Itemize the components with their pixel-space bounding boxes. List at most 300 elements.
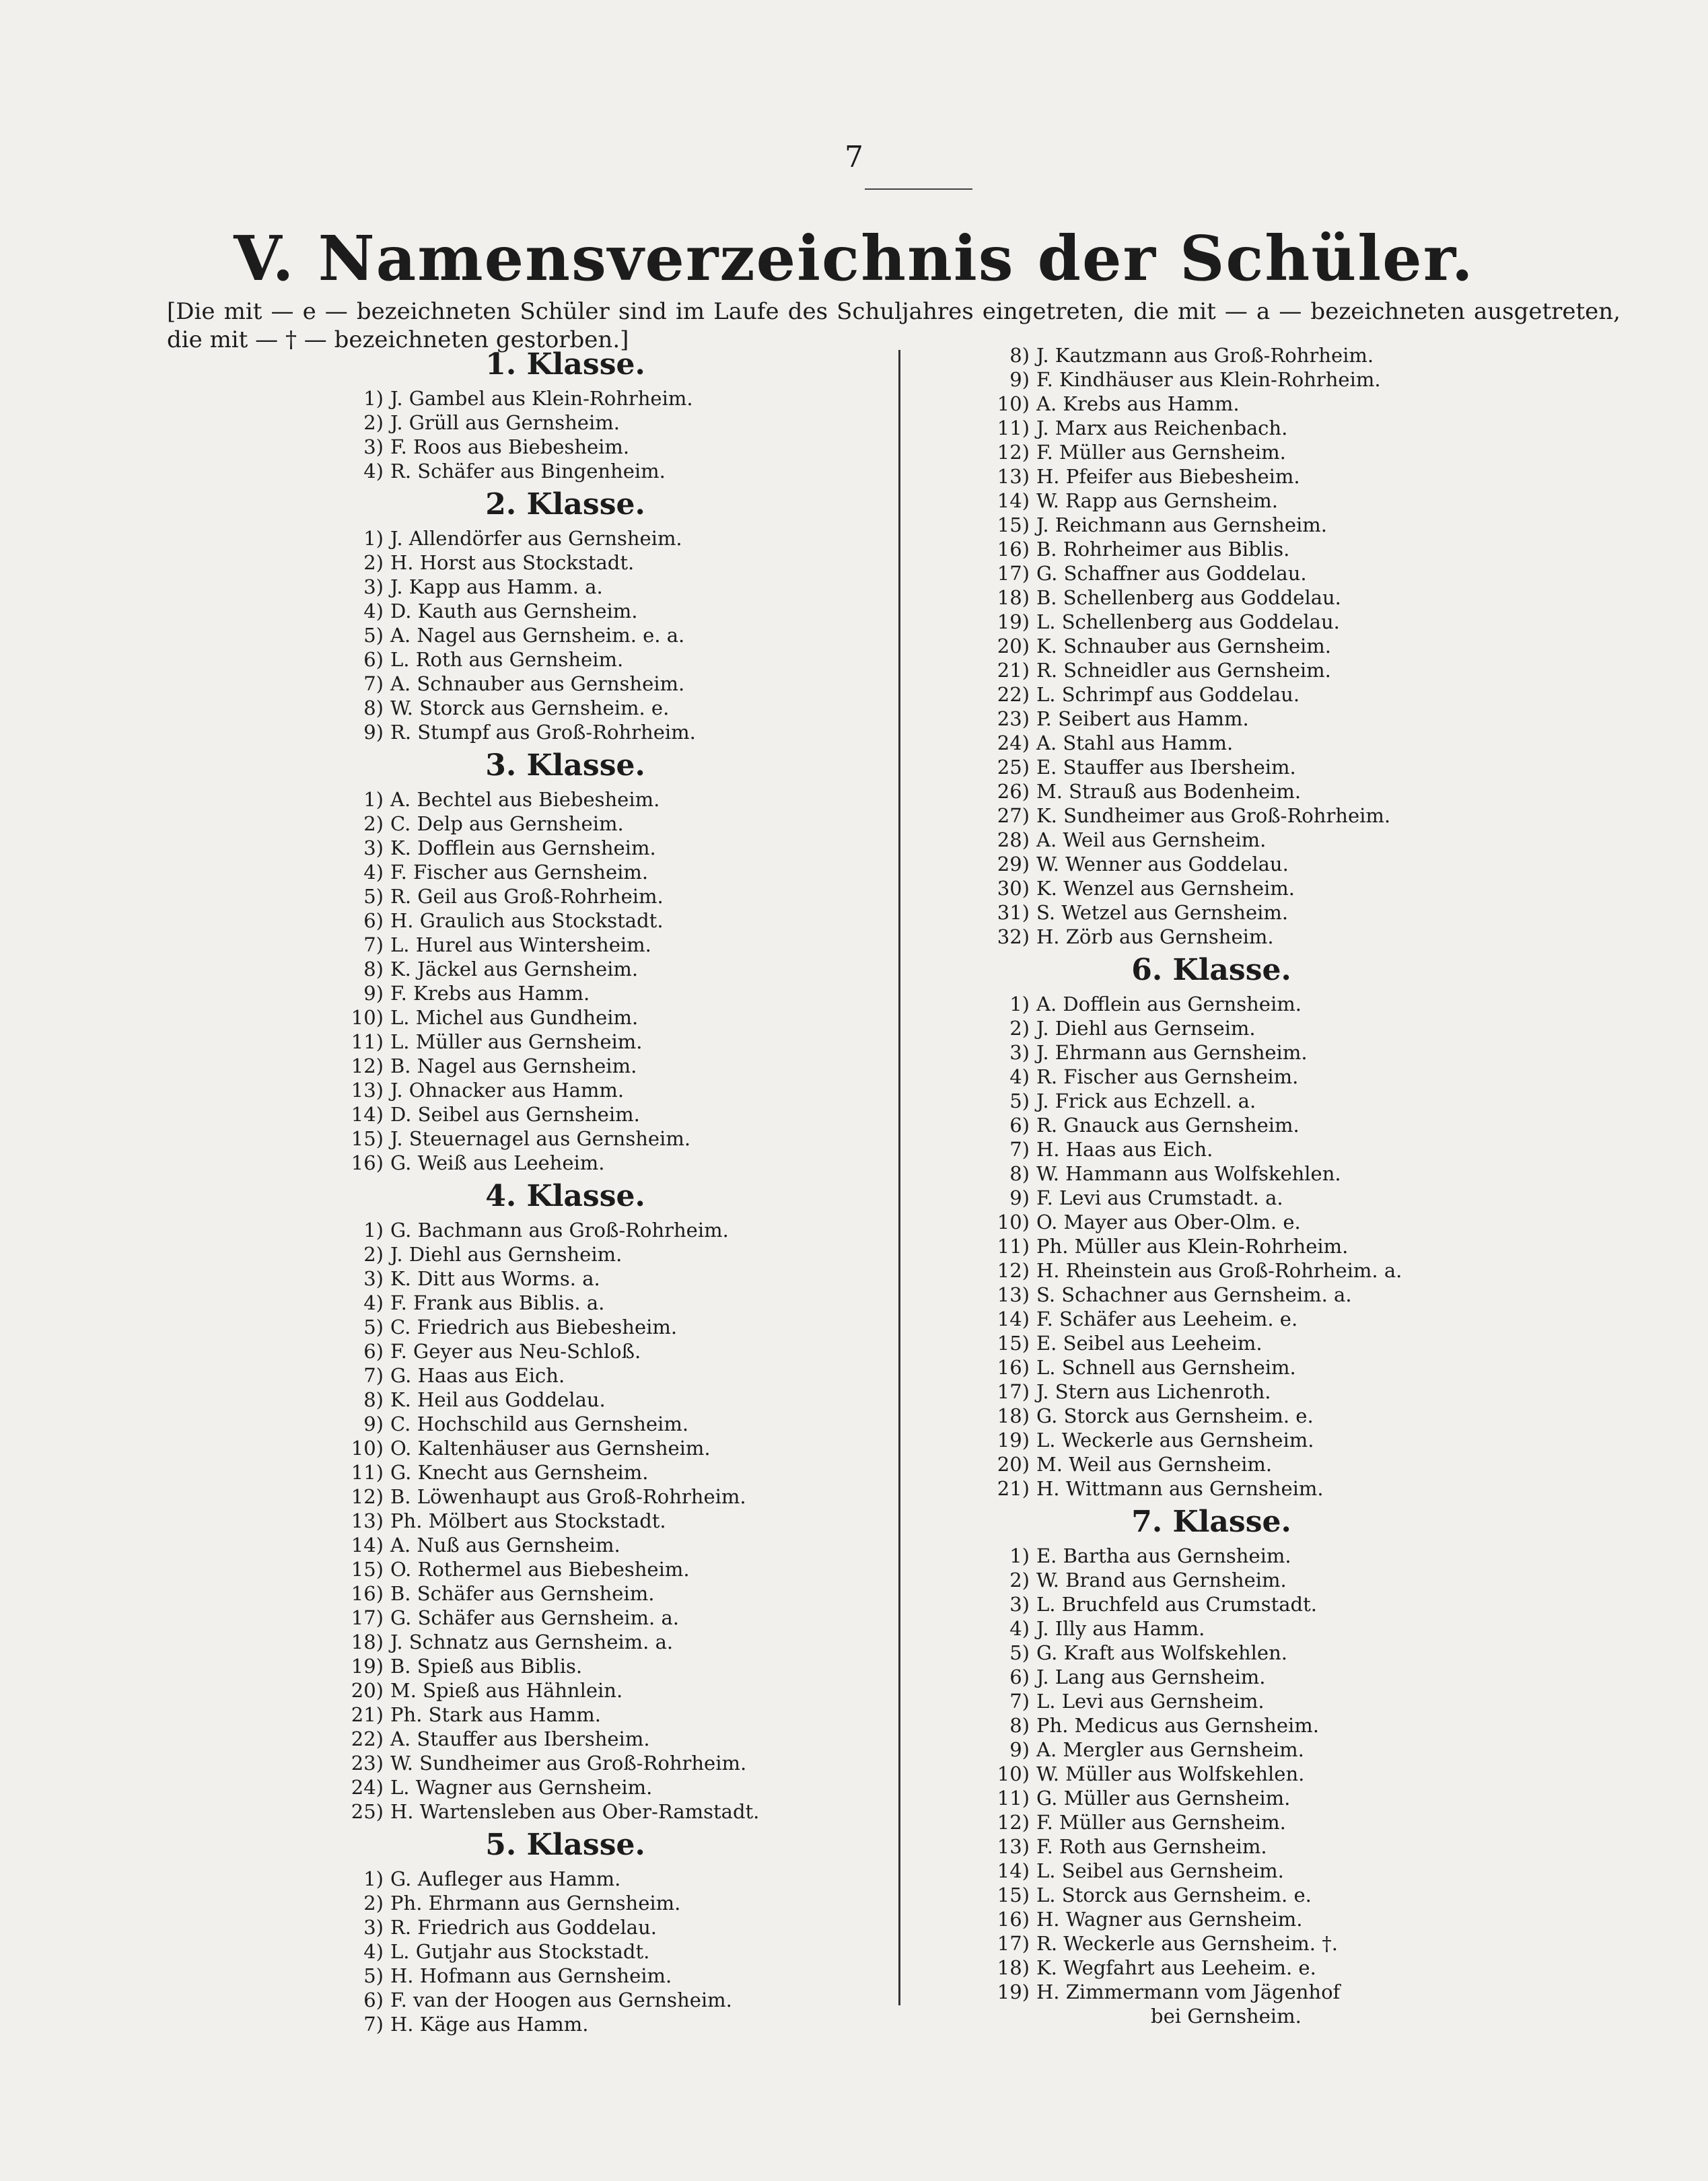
student-entry [350, 957, 875, 981]
entry-number: 8) [363, 958, 384, 980]
student-entry [350, 550, 875, 575]
student-entry [996, 585, 1521, 610]
student-entry [350, 1606, 875, 1630]
entry-text: W. Hammann aus Wolfskehlen. [1036, 1162, 1341, 1185]
student-entry [350, 1775, 875, 1799]
entry-text: L. Roth aus Gernsheim. [390, 648, 624, 671]
entry-text: H. Graulich aus Stockstadt. [390, 909, 664, 932]
entry-text: G. Bachmann aus Groß-Rohrheim. [390, 1219, 729, 1242]
entry-number: 14) [351, 1534, 384, 1557]
student-entry [350, 720, 875, 744]
entry-number: 16) [997, 1356, 1030, 1379]
student-entry [350, 1412, 875, 1436]
entry-number: 22) [351, 1727, 384, 1750]
entry-text: J. Steuernagel aus Gernsheim. [390, 1127, 691, 1150]
entry-number: 18) [997, 1956, 1030, 1979]
entry-number: 25) [351, 1800, 384, 1823]
entry-text: C. Friedrich aus Biebesheim. [390, 1316, 678, 1338]
entry-text: J. Lang aus Gernsheim. [1036, 1666, 1266, 1688]
entry-text: K. Wegfahrt aus Leeheim. e. [1036, 1956, 1316, 1979]
student-entry [996, 1258, 1521, 1283]
entry-number: 2) [363, 411, 384, 434]
entry-text: W. Sundheimer aus Groß-Rohrheim. [390, 1752, 747, 1775]
entry-text: B. Rohrheimer aus Biblis. [1036, 538, 1290, 561]
entry-text: A. Krebs aus Hamm. [1036, 392, 1240, 415]
entry-number: 12) [997, 1811, 1030, 1834]
student-entry [996, 634, 1521, 658]
entry-text: S. Wetzel aus Gernsheim. [1036, 901, 1289, 924]
entry-text: J. Frick aus Echzell. a. [1036, 1089, 1256, 1112]
entry-text: G. Schäfer aus Gernsheim. a. [390, 1606, 679, 1629]
student-entry [996, 610, 1521, 634]
student-entry [350, 459, 875, 483]
entry-text: J. Allendörfer aus Gernsheim. [390, 527, 682, 550]
entry-number: 3) [363, 1267, 384, 1290]
entry-number: 6) [363, 1989, 384, 2011]
entry-number: 3) [363, 836, 384, 859]
entry-text: R. Geil aus Groß-Rohrheim. [390, 885, 664, 908]
entry-text: A. Schnauber aus Gernsheim. [390, 672, 685, 695]
entry-text: J. Marx aus Reichenbach. [1036, 417, 1288, 439]
entry-text: H. Horst aus Stockstadt. [390, 551, 635, 574]
student-entry [996, 1234, 1521, 1258]
entry-number: 1) [363, 387, 384, 410]
entry-number: 3) [1009, 1593, 1030, 1616]
entry-text: G. Knecht aus Gernsheim. [390, 1461, 649, 1484]
student-entry [350, 787, 875, 812]
entry-text: W. Storck aus Gernsheim. e. [390, 696, 670, 719]
entry-number: 5) [363, 1316, 384, 1338]
entry-number: 6) [363, 648, 384, 671]
entry-number: 10) [351, 1437, 384, 1460]
student-entry [350, 435, 875, 459]
student-entry [996, 1738, 1521, 1762]
entry-number: 24) [997, 731, 1030, 754]
entry-number: 5) [1009, 1089, 1030, 1112]
student-entry [996, 1956, 1521, 1980]
entry-text: E. Stauffer aus Ibersheim. [1036, 756, 1296, 779]
student-entry [350, 1315, 875, 1339]
entry-text: J. Gambel aus Klein-Rohrheim. [390, 387, 693, 410]
entry-number: 8) [363, 696, 384, 719]
entry-text: G. Schaffner aus Goddelau. [1036, 562, 1307, 585]
entry-number: 1) [1009, 993, 1030, 1015]
entry-text: K. Sundheimer aus Groß-Rohrheim. [1036, 804, 1391, 827]
student-entry [350, 1915, 875, 1939]
entry-number: 17) [351, 1606, 384, 1629]
entry-number: 9) [1009, 1186, 1030, 1209]
student-entry [350, 981, 875, 1005]
entry-text: L. Schrimpf aus Goddelau. [1036, 683, 1300, 706]
student-entry [350, 1867, 875, 1891]
entry-number: 4) [363, 1291, 384, 1314]
student-entry [996, 852, 1521, 876]
student-entry [350, 1654, 875, 1678]
entry-number: 9) [363, 721, 384, 744]
student-entry [350, 1339, 875, 1363]
entry-number: 1) [363, 527, 384, 550]
student-entry [350, 908, 875, 933]
entry-number: 25) [997, 756, 1030, 779]
entry-number: 11) [997, 1235, 1030, 1258]
student-entry [996, 707, 1521, 731]
entry-text: A. Mergler aus Gernsheim. [1036, 1738, 1304, 1761]
entry-text: H. Zörb aus Gernsheim. [1036, 925, 1274, 948]
entry-text: E. Bartha aus Gernsheim. [1036, 1544, 1291, 1567]
klasse-heading: 5. Klasse. [485, 1828, 645, 1862]
entry-number: 6) [1009, 1114, 1030, 1137]
student-entry [996, 803, 1521, 828]
student-entry [350, 575, 875, 599]
entry-text: A. Nagel aus Gernsheim. e. a. [390, 624, 685, 647]
entry-text: Ph. Stark aus Hamm. [390, 1703, 601, 1726]
entry-number: 19) [351, 1655, 384, 1678]
entry-text: F. Müller aus Gernsheim. [1036, 1811, 1286, 1834]
student-entry [350, 1030, 875, 1054]
entry-text: J. Reichmann aus Gernsheim. [1036, 513, 1328, 536]
entry-text: G. Haas aus Eich. [390, 1364, 565, 1387]
entry-number: 2) [363, 1892, 384, 1915]
entry-number: 4) [363, 460, 384, 482]
entry-number: 19) [997, 1429, 1030, 1452]
student-entry [996, 1713, 1521, 1738]
student-entry [996, 440, 1521, 464]
student-entry [350, 1078, 875, 1102]
student-entry [350, 1485, 875, 1509]
entry-text: K. Heil aus Goddelau. [390, 1388, 606, 1411]
student-entry [996, 1428, 1521, 1452]
entry-number: 18) [997, 1404, 1030, 1427]
student-entry [350, 1005, 875, 1030]
entry-text: E. Seibel aus Leeheim. [1036, 1332, 1262, 1355]
student-entry [996, 1016, 1521, 1040]
student-entry [350, 812, 875, 836]
entry-number: 24) [351, 1776, 384, 1799]
klasse-list [350, 526, 875, 744]
entry-number: 27) [997, 804, 1030, 827]
entry-text: R. Friedrich aus Goddelau. [390, 1916, 657, 1939]
entry-number: 6) [363, 909, 384, 932]
student-entry [350, 1460, 875, 1485]
entry-number: 31) [997, 901, 1030, 924]
klasse-list [350, 386, 875, 483]
entry-text: F. Roos aus Biebesheim. [390, 435, 630, 458]
entry-number: 1) [363, 1219, 384, 1242]
entry-text: H. Pfeifer aus Biebesheim. [1036, 465, 1300, 488]
entry-text: H. Hofmann aus Gernsheim. [390, 1964, 672, 1987]
entry-text: R. Fischer aus Gernsheim. [1036, 1065, 1299, 1088]
entry-number: 12) [351, 1485, 384, 1508]
entry-number: 7) [1009, 1138, 1030, 1161]
student-entry [350, 526, 875, 550]
entry-text: R. Gnauck aus Gernsheim. [1036, 1114, 1300, 1137]
student-entry [996, 1786, 1521, 1810]
entry-number: 13) [997, 465, 1030, 488]
student-entry [996, 755, 1521, 779]
entry-text: B. Löwenhaupt aus Groß-Rohrheim. [390, 1485, 746, 1508]
entry-text: G. Kraft aus Wolfskehlen. [1036, 1641, 1287, 1664]
entry-text: Ph. Medicus aus Gernsheim. [1036, 1714, 1319, 1737]
entry-number: 2) [1009, 1569, 1030, 1592]
entry-number: 10) [997, 1762, 1030, 1785]
student-entry [350, 1218, 875, 1242]
entry-text: O. Rothermel aus Biebesheim. [390, 1558, 690, 1581]
page-title: V. Namensverzeichnis der Schüler. [234, 222, 1474, 295]
student-entry [350, 1363, 875, 1388]
entry-number: 4) [363, 861, 384, 884]
legend-note: [Die mit — e — bezeichneten Schüler sind im Laufe des Schuljahres eingetreten, die mit — a — bezeichneten ausgetreten, die mit — † — bezeichneten gestorben.] [167, 298, 1621, 353]
student-entry [350, 1678, 875, 1703]
entry-number: 13) [351, 1509, 384, 1532]
entry-number: 30) [997, 877, 1030, 900]
entry-number: 19) [997, 1980, 1030, 2003]
student-entry [350, 1436, 875, 1460]
entry-text: K. Dofflein aus Gernsheim. [390, 836, 656, 859]
entry-number: 20) [351, 1679, 384, 1702]
entry-number: 13) [997, 1283, 1030, 1306]
entry-number: 4) [363, 600, 384, 622]
entry-number: 32) [997, 925, 1030, 948]
entry-number: 11) [997, 417, 1030, 439]
student-entry [996, 992, 1521, 1016]
entry-text: W. Wenner aus Goddelau. [1036, 853, 1289, 875]
entry-number: 1) [363, 1867, 384, 1890]
klasse-heading: 6. Klasse. [1131, 953, 1291, 987]
student-entry [996, 1592, 1521, 1616]
student-entry [996, 1210, 1521, 1234]
entry-number: 4) [1009, 1617, 1030, 1640]
entry-number: 8) [363, 1388, 384, 1411]
entry-text: L. Hurel aus Wintersheim. [390, 933, 651, 956]
entry-number: 12) [351, 1054, 384, 1077]
entry-number: 12) [997, 1259, 1030, 1282]
student-entry [996, 343, 1521, 367]
student-entry [350, 1581, 875, 1606]
entry-text: B. Nagel aus Gernsheim. [390, 1054, 637, 1077]
entry-text: J. Illy aus Hamm. [1036, 1617, 1205, 1640]
entry-text: P. Seibert aus Hamm. [1036, 707, 1249, 730]
entry-text: J. Stern aus Lichenroth. [1036, 1380, 1271, 1403]
entry-text: A. Stahl aus Hamm. [1036, 731, 1234, 754]
entry-text: M. Strauß aus Bodenheim. [1036, 780, 1302, 803]
klasse-heading: 7. Klasse. [1131, 1505, 1291, 1539]
student-entry [996, 1883, 1521, 1907]
student-entry [350, 836, 875, 860]
student-entry [350, 410, 875, 435]
entry-text: K. Schnauber aus Gernsheim. [1036, 635, 1331, 657]
entry-number: 21) [997, 659, 1030, 682]
entry-text: A. Bechtel aus Biebesheim. [390, 788, 660, 811]
entry-number: 2) [1009, 1017, 1030, 1040]
student-entry [996, 682, 1521, 707]
entry-text: G. Weiß aus Leeheim. [390, 1151, 605, 1174]
entry-number: 7) [363, 933, 384, 956]
student-entry [350, 1509, 875, 1533]
student-entry [996, 1616, 1521, 1641]
student-entry [350, 1054, 875, 1078]
entry-number: 8) [1009, 1162, 1030, 1185]
entry-text: J. Ehrmann aus Gernsheim. [1036, 1041, 1308, 1064]
entry-number: 20) [997, 635, 1030, 657]
entry-number: 11) [351, 1461, 384, 1484]
entry-text: J. Diehl aus Gernseim. [1036, 1017, 1256, 1040]
student-entry [996, 925, 1521, 949]
klasse-heading: 1. Klasse. [485, 347, 645, 382]
student-entry [350, 1388, 875, 1412]
entry-number: 23) [997, 707, 1030, 730]
entry-text: L. Michel aus Gundheim. [390, 1006, 639, 1029]
entry-text: F. Kindhäuser aus Klein-Rohrheim. [1036, 368, 1381, 391]
entry-number: 3) [1009, 1041, 1030, 1064]
student-entry [350, 2012, 875, 2036]
student-entry [996, 828, 1521, 852]
entry-text: Ph. Mölbert aus Stockstadt. [390, 1509, 666, 1532]
student-entry [996, 367, 1521, 392]
student-entry [350, 1557, 875, 1581]
entry-number: 11) [997, 1787, 1030, 1810]
entry-text: J. Schnatz aus Gernsheim. a. [390, 1631, 674, 1653]
entry-number: 14) [997, 1859, 1030, 1882]
entry-text: O. Mayer aus Ober-Olm. e. [1036, 1211, 1301, 1233]
student-entry [350, 1533, 875, 1557]
entry-text: L. Seibel aus Gernsheim. [1036, 1859, 1284, 1882]
student-entry [996, 1980, 1521, 2004]
entry-text: H. Wittmann aus Gernsheim. [1036, 1477, 1324, 1500]
entry-number: 13) [351, 1079, 384, 1102]
student-entry [350, 672, 875, 696]
student-entry [350, 1964, 875, 1988]
entry-number: 9) [363, 982, 384, 1005]
entry-number: 9) [1009, 368, 1030, 391]
entry-text: R. Weckerle aus Gernsheim. †. [1036, 1932, 1338, 1955]
entry-number: 5) [363, 624, 384, 647]
entry-text: K. Jäckel aus Gernsheim. [390, 958, 639, 980]
klasse-list [996, 343, 1521, 949]
entry-number: 15) [997, 1884, 1030, 1906]
header-rule [865, 188, 972, 190]
entry-number: 11) [351, 1030, 384, 1053]
entry-text: L. Bruchfeld aus Crumstadt. [1036, 1593, 1317, 1616]
student-entry [996, 1907, 1521, 1931]
student-entry [350, 1151, 875, 1175]
student-entry [996, 1065, 1521, 1089]
entry-number: 7) [363, 672, 384, 695]
entry-number: 10) [351, 1006, 384, 1029]
page-number: 7 [845, 140, 863, 174]
student-entry [996, 1762, 1521, 1786]
student-entry [996, 1568, 1521, 1592]
student-entry [350, 1799, 875, 1824]
entry-text: K. Ditt aus Worms. a. [390, 1267, 600, 1290]
student-entry [996, 489, 1521, 513]
student-entry [350, 599, 875, 623]
entry-number: 20) [997, 1453, 1030, 1476]
entry-text: H. Zimmermann vom Jägenhof [1036, 1980, 1341, 2003]
entry-text: L. Müller aus Gernsheim. [390, 1030, 643, 1053]
entry-text: W. Rapp aus Gernsheim. [1036, 489, 1278, 512]
entry-number: 9) [1009, 1738, 1030, 1761]
entry-text: R. Stumpf aus Groß-Rohrheim. [390, 721, 696, 744]
entry-number: 10) [997, 1211, 1030, 1233]
entry-continuation: bei Gernsheim. [1151, 2005, 1302, 2028]
student-entry [996, 1810, 1521, 1834]
entry-number: 18) [351, 1631, 384, 1653]
entry-number: 16) [351, 1582, 384, 1605]
klasse-list [350, 1218, 875, 1824]
student-entry [996, 900, 1521, 925]
klasse-heading: 2. Klasse. [485, 487, 645, 522]
entry-number: 15) [997, 1332, 1030, 1355]
entry-number: 29) [997, 853, 1030, 875]
entry-number: 4) [363, 1940, 384, 1963]
entry-text: A. Nuß aus Gernsheim. [390, 1534, 620, 1557]
entry-text: F. Müller aus Gernsheim. [1036, 441, 1286, 464]
entry-number: 2) [363, 812, 384, 835]
entry-number: 21) [997, 1477, 1030, 1500]
student-entry [996, 464, 1521, 489]
student-entry [996, 1544, 1521, 1568]
entry-text: F. Roth aus Gernsheim. [1036, 1835, 1267, 1858]
entry-text: M. Weil aus Gernsheim. [1036, 1453, 1273, 1476]
entry-number: 1) [1009, 1544, 1030, 1567]
entry-text: K. Wenzel aus Gernsheim. [1036, 877, 1295, 900]
student-entry [350, 696, 875, 720]
entry-number: 3) [363, 575, 384, 598]
student-entry [996, 731, 1521, 755]
student-entry [350, 1703, 875, 1727]
entry-number: 14) [997, 1308, 1030, 1330]
entry-number: 6) [1009, 1666, 1030, 1688]
entry-text: Ph. Müller aus Klein-Rohrheim. [1036, 1235, 1349, 1258]
entry-number: 8) [1009, 344, 1030, 367]
entry-text: R. Schäfer aus Bingenheim. [390, 460, 666, 482]
entry-text: C. Delp aus Gernsheim. [390, 812, 624, 835]
student-entry [996, 1040, 1521, 1065]
entry-number: 5) [363, 885, 384, 908]
entry-text: B. Spieß aus Biblis. [390, 1655, 583, 1678]
student-entry [996, 1113, 1521, 1137]
student-entry [996, 1931, 1521, 1956]
entry-number: 1) [363, 788, 384, 811]
entry-number: 7) [363, 2013, 384, 2036]
entry-number: 21) [351, 1703, 384, 1726]
right-column [996, 343, 1521, 2028]
entry-text: L. Weckerle aus Gernsheim. [1036, 1429, 1314, 1452]
student-entry [350, 933, 875, 957]
student-entry [350, 1102, 875, 1127]
entry-text: G. Storck aus Gernsheim. e. [1036, 1404, 1314, 1427]
student-entry [350, 884, 875, 908]
entry-text: Ph. Ehrmann aus Gernsheim. [390, 1892, 681, 1915]
entry-text: S. Schachner aus Gernsheim. a. [1036, 1283, 1352, 1306]
entry-number: 19) [997, 610, 1030, 633]
entry-text: F. Schäfer aus Leeheim. e. [1036, 1308, 1298, 1330]
student-entry [996, 1331, 1521, 1355]
entry-text: B. Schäfer aus Gernsheim. [390, 1582, 655, 1605]
entry-number: 7) [363, 1364, 384, 1387]
entry-text: G. Müller aus Gernsheim. [1036, 1787, 1291, 1810]
student-entry [350, 1727, 875, 1751]
entry-text: H. Haas aus Eich. [1036, 1138, 1213, 1161]
entry-text: H. Rheinstein aus Groß-Rohrheim. a. [1036, 1259, 1402, 1282]
entry-number: 15) [351, 1558, 384, 1581]
entry-number: 9) [363, 1413, 384, 1435]
klasse-list [350, 1867, 875, 2036]
entry-text: J. Ohnacker aus Hamm. [390, 1079, 625, 1102]
student-entry [996, 416, 1521, 440]
entry-number: 14) [997, 489, 1030, 512]
student-entry [996, 561, 1521, 585]
